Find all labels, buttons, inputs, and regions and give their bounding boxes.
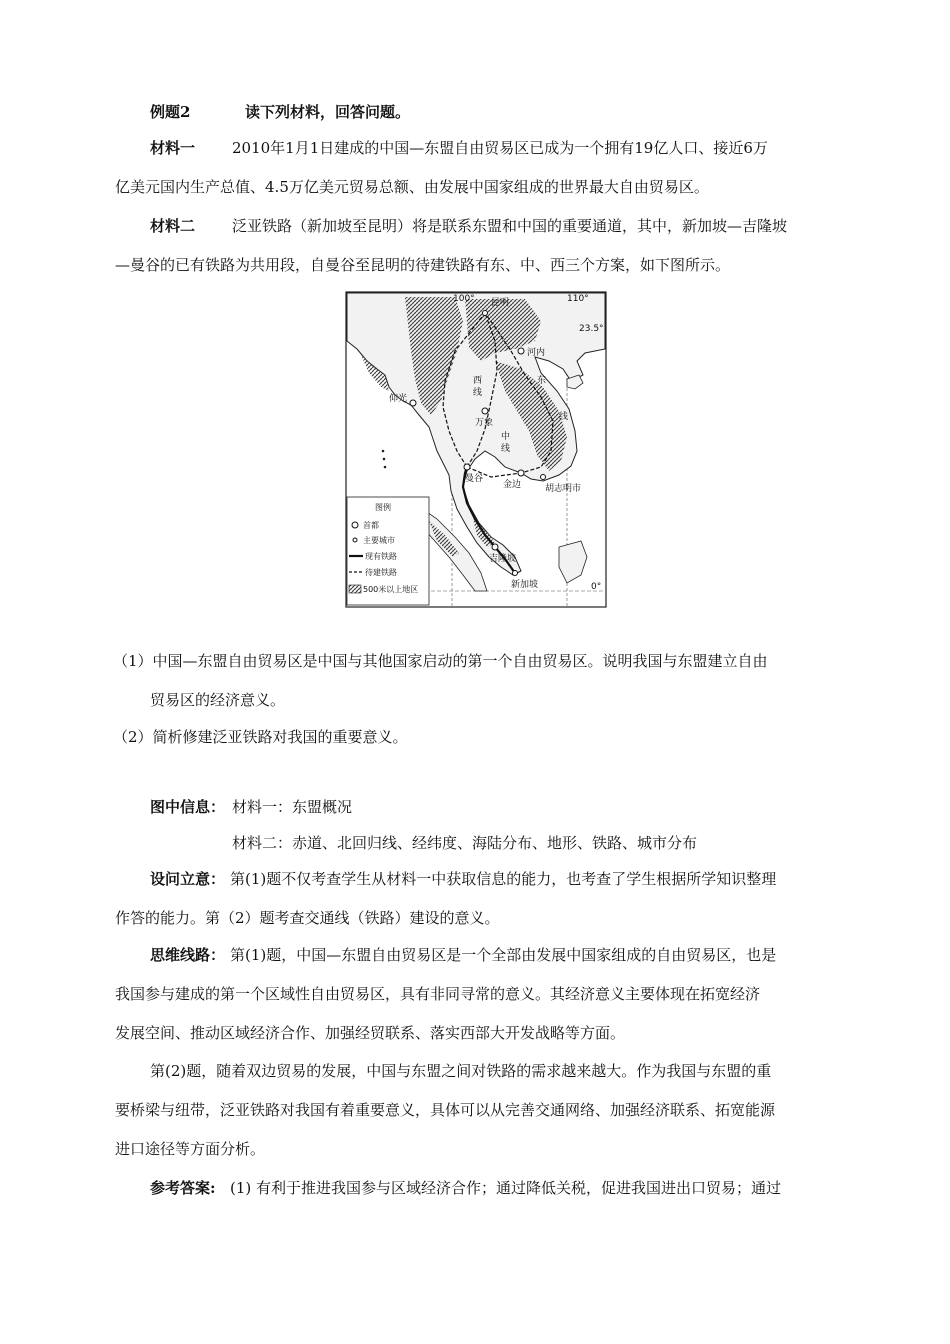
answer-label: 参考答案:	[150, 1179, 216, 1197]
kuala-lumpur-marker	[492, 544, 498, 550]
legend-city-symbol	[353, 538, 357, 542]
bangkok-marker	[464, 464, 470, 470]
lat-label-tropic: 23.5°	[579, 324, 604, 334]
island-dot	[383, 458, 386, 461]
info-line2: 材料二：赤道、北回归线、经纬度、海陆分布、地形、铁路、城市分布	[232, 834, 698, 852]
material2-line1: 泛亚铁路（新加坡至昆明）将是联系东盟和中国的重要通道，其中，新加坡—吉隆坡	[232, 217, 788, 235]
vientiane-marker	[482, 408, 488, 414]
q2-line1: （2）简析修建泛亚铁路对我国的重要意义。	[113, 728, 408, 746]
hanoi-marker	[518, 348, 524, 354]
city-label-singapore: 新加坡	[511, 580, 539, 590]
legend-highland-symbol	[349, 585, 361, 593]
city-label-kunming: 昆明	[491, 298, 510, 308]
southeast-asia-railway-map	[345, 291, 607, 608]
info-line1: 材料一：东盟概况	[232, 798, 353, 816]
thinking-line1: 第(1)题，中国—东盟自由贸易区是一个全部由发展中国家组成的自由贸易区，也是	[230, 946, 777, 964]
thinking-line5: 要桥梁与纽带，泛亚铁路对我国有着重要意义，具体可以从完善交通网络、加强经济联系、拓宽能源	[115, 1101, 776, 1119]
city-label-kuala-lumpur: 吉隆坡	[489, 554, 517, 564]
route-label-west-line: 线	[473, 388, 483, 398]
route-label-west: 西	[473, 376, 483, 386]
legend-planned-rail: 待建铁路	[365, 568, 397, 577]
city-label-hanoi: 河内	[527, 348, 546, 358]
yangon-marker	[410, 400, 416, 406]
thinking-label: 思维线路：	[150, 946, 226, 964]
info-label: 图中信息：	[150, 798, 226, 816]
answer-line1: (1) 有利于推进我国参与区域经济合作；通过降低关税，促进我国进出口贸易；通过	[230, 1179, 782, 1197]
material1-line2: 亿美元国内生产总值、4.5万亿美元贸易总额、由发展中国家组成的世界最大自由贸易区。	[115, 178, 709, 196]
route-label-middle-line: 线	[501, 444, 511, 454]
question-label: 例题2	[150, 103, 191, 121]
city-label-hcmc: 胡志明市	[545, 484, 582, 494]
question-prompt: 读下列材料，回答问题。	[245, 103, 411, 121]
route-label-east: 东	[537, 376, 547, 386]
legend-major-city: 主要城市	[363, 536, 395, 545]
island-dot	[382, 450, 385, 453]
city-label-vientiane: 万象	[475, 418, 494, 428]
lon-label-100: 100°	[453, 294, 475, 304]
legend-capital-symbol	[352, 522, 358, 528]
legend-existing-rail: 现有铁路	[365, 552, 397, 561]
thinking-line4: 第(2)题，随着双边贸易的发展，中国与东盟之间对铁路的需求越来越大。作为我国与东盟的重	[150, 1062, 772, 1080]
intent-line1: 第(1)题不仅考查学生从材料一中获取信息的能力，也考查了学生根据所学知识整理	[230, 870, 777, 888]
route-label-east-line: 线	[559, 412, 569, 422]
phnom-penh-marker	[518, 470, 524, 476]
material2-label: 材料二	[150, 217, 196, 235]
island-dot	[384, 466, 387, 469]
intent-line2: 作答的能力。第（2）题考查交通线（铁路）建设的意义。	[115, 909, 500, 927]
thinking-line3: 发展空间、推动区域经济合作、加强经贸联系、落实西部大开发战略等方面。	[115, 1024, 626, 1042]
material2-line2: —曼谷的已有铁路为共用段，自曼谷至昆明的待建铁路有东、中、西三个方案，如下图所示。	[115, 256, 731, 274]
intent-label: 设问立意：	[150, 870, 226, 888]
city-label-phnom-penh: 金边	[503, 480, 522, 490]
legend-highland: 500米以上地区	[363, 585, 419, 594]
hcmc-marker	[541, 475, 546, 480]
material1-label: 材料一	[150, 139, 196, 157]
legend-title: 图例	[375, 503, 391, 512]
city-label-yangon: 仰光	[389, 394, 408, 404]
singapore-marker	[513, 571, 518, 576]
kunming-marker	[483, 311, 488, 316]
q1-line1: （1）中国—东盟自由贸易区是中国与其他国家启动的第一个自由贸易区。说明我国与东盟建立自由	[113, 652, 768, 670]
thinking-line2: 我国参与建成的第一个区域性自由贸易区，具有非同寻常的意义。其经济意义主要体现在拓宽经济	[115, 985, 761, 1003]
map-legend	[347, 497, 429, 605]
material1-line1: 2010年1月1日建成的中国—东盟自由贸易区已成为一个拥有19亿人口、接近6万	[232, 139, 768, 157]
route-label-middle: 中	[501, 432, 511, 442]
thinking-line6: 进口途径等方面分析。	[115, 1140, 266, 1158]
lon-label-110: 110°	[567, 294, 589, 304]
legend-capital: 首都	[363, 521, 379, 530]
lat-label-equator: 0°	[591, 582, 602, 592]
q1-line2: 贸易区的经济意义。	[150, 691, 286, 709]
city-label-bangkok: 曼谷	[465, 474, 484, 484]
